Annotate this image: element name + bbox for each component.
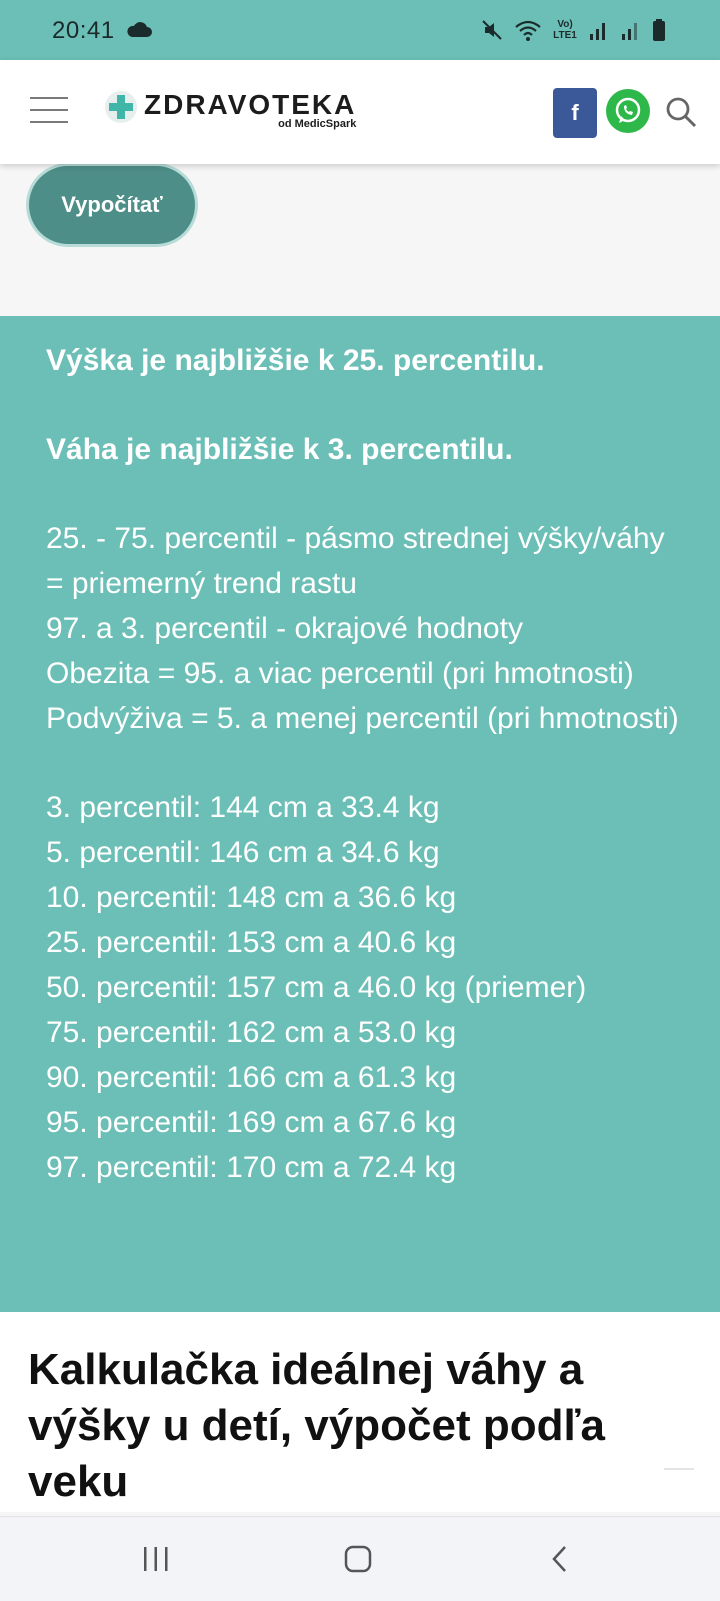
- divider: [664, 1468, 694, 1470]
- signal-icon: [588, 18, 610, 42]
- wifi-icon: [514, 18, 542, 42]
- medical-cross-icon: [104, 90, 138, 124]
- back-icon[interactable]: [540, 1539, 580, 1579]
- battery-icon: [652, 18, 666, 42]
- legend-line: 25. - 75. percentil - pásmo strednej výšky/váhy = priemerný trend rastu: [46, 522, 665, 600]
- percentile-row: 90. percentil: 166 cm a 61.3 kg: [46, 1061, 457, 1094]
- article-title: Kalkulačka ideálnej váhy a výšky u detí, výpočet podľa veku: [28, 1345, 605, 1506]
- home-icon[interactable]: [338, 1539, 378, 1579]
- signal-icon: [620, 18, 642, 42]
- percentile-row: 95. percentil: 169 cm a 67.6 kg: [46, 1106, 457, 1139]
- menu-icon[interactable]: [30, 97, 68, 127]
- percentile-row: 97. percentil: 170 cm a 72.4 kg: [46, 1151, 457, 1184]
- status-icons: [480, 18, 666, 42]
- cloud-icon: [126, 22, 152, 38]
- percentile-row: 10. percentil: 148 cm a 36.6 kg: [46, 881, 457, 914]
- search-icon[interactable]: [664, 95, 698, 129]
- legend-line: Podvýživa = 5. a menej percentil (pri hmotnosti): [46, 702, 679, 735]
- percentile-row: 25. percentil: 153 cm a 40.6 kg: [46, 926, 457, 959]
- percentile-row: 3. percentil: 144 cm a 33.4 kg: [46, 791, 440, 824]
- brand-name: ZDRAVOTEKA: [144, 89, 357, 120]
- legend-line: Obezita = 95. a viac percentil (pri hmotnosti): [46, 657, 634, 690]
- result-panel: [0, 316, 720, 1312]
- whatsapp-glyph: [613, 96, 643, 126]
- weight-percentile-result: Váha je najbližšie k 3. percentilu.: [46, 433, 513, 466]
- status-bar: [0, 0, 720, 60]
- whatsapp-icon[interactable]: [606, 89, 650, 133]
- percentile-row: 5. percentil: 146 cm a 34.6 kg: [46, 836, 440, 869]
- status-time: 20:41: [52, 17, 115, 44]
- facebook-icon[interactable]: [553, 88, 597, 138]
- system-nav-bar: [0, 1516, 720, 1601]
- site-logo[interactable]: [104, 90, 356, 130]
- brand-sub: od MedicSpark: [278, 118, 357, 130]
- mute-icon: [480, 18, 504, 42]
- height-percentile-result: Výška je najbližšie k 25. percentilu.: [46, 344, 545, 377]
- site-header: [0, 60, 720, 164]
- network-type-label: Vo) LTE1: [553, 19, 577, 41]
- percentile-row: 75. percentil: 162 cm a 53.0 kg: [46, 1016, 457, 1049]
- legend-line: 97. a 3. percentil - okrajové hodnoty: [46, 612, 523, 645]
- facebook-label: f: [571, 100, 579, 125]
- article-section: [0, 1312, 720, 1512]
- recents-icon[interactable]: [136, 1539, 176, 1579]
- percentile-row: 50. percentil: 157 cm a 46.0 kg (priemer): [46, 971, 587, 1004]
- calculate-button[interactable]: Vypočítať: [26, 163, 198, 247]
